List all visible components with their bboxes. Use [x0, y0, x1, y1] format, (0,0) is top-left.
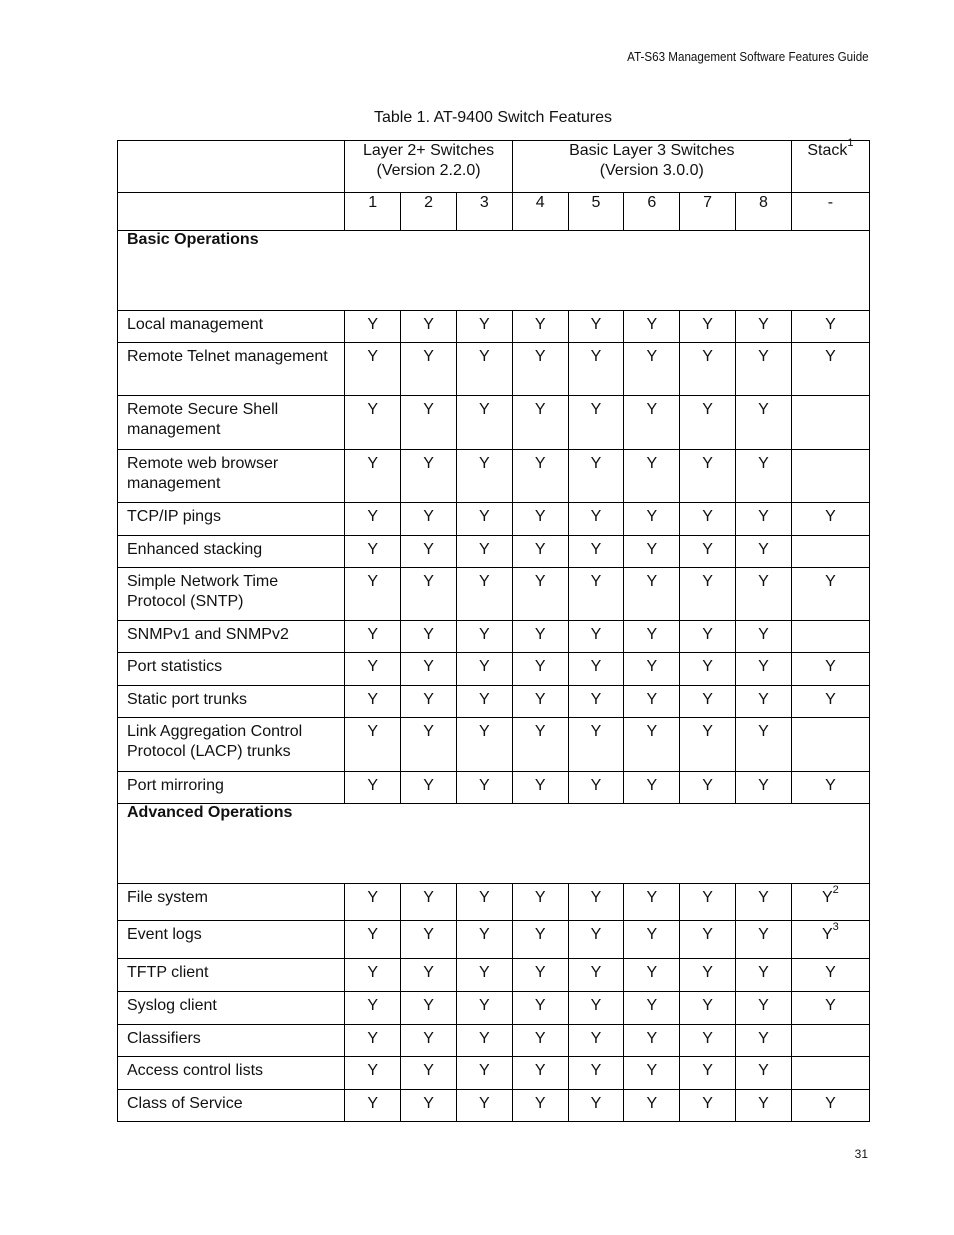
- column-number: 1: [345, 193, 401, 231]
- support-cell: Y: [568, 343, 624, 396]
- support-cell: Y: [736, 343, 792, 396]
- support-cell: Y: [401, 396, 457, 450]
- support-cell: Y: [680, 1025, 736, 1057]
- table-row: [118, 686, 870, 718]
- stack-header-label: Stack: [807, 142, 848, 159]
- feature-name: File system: [118, 884, 345, 921]
- corner-cell: [118, 141, 345, 193]
- support-cell: Y: [456, 959, 512, 992]
- feature-name: Remote Telnet management: [118, 343, 345, 396]
- support-cell: Y: [624, 772, 680, 804]
- feature-name: Enhanced stacking: [118, 536, 345, 568]
- support-cell: Y: [401, 621, 457, 653]
- table-row: [118, 992, 870, 1025]
- support-cell: Y: [345, 959, 401, 992]
- support-cell: Y: [680, 311, 736, 343]
- support-cell: Y: [456, 686, 512, 718]
- support-cell: Y: [568, 921, 624, 959]
- support-cell: Y: [736, 311, 792, 343]
- support-cell: Y: [512, 536, 568, 568]
- support-cell: Y: [680, 536, 736, 568]
- footnote-mark: 3: [832, 920, 839, 933]
- table-row: [118, 718, 870, 772]
- column-number: 8: [736, 193, 792, 231]
- support-cell: Y: [512, 686, 568, 718]
- support-cell: Y: [624, 503, 680, 536]
- table-row: [118, 396, 870, 450]
- support-cell: Y: [401, 718, 457, 772]
- support-cell: Y: [624, 1025, 680, 1057]
- support-cell: Y: [680, 653, 736, 686]
- feature-name: Simple Network Time Protocol (SNTP): [118, 568, 345, 621]
- features-table: [117, 136, 870, 1122]
- stack-support-cell: Y: [791, 653, 869, 686]
- column-number: 6: [624, 193, 680, 231]
- table-row: [118, 568, 870, 621]
- support-cell: Y: [568, 1090, 624, 1122]
- support-cell: Y: [345, 884, 401, 921]
- support-cell: Y: [736, 503, 792, 536]
- stack-support-cell: Y: [791, 503, 869, 536]
- support-cell: Y: [456, 718, 512, 772]
- support-cell: Y: [401, 311, 457, 343]
- support-cell: Y: [680, 686, 736, 718]
- feature-name: Static port trunks: [118, 686, 345, 718]
- footnote-mark: 2: [832, 883, 839, 896]
- support-cell: Y: [624, 686, 680, 718]
- support-cell: Y: [401, 992, 457, 1025]
- support-cell: Y: [456, 311, 512, 343]
- support-cell: Y: [736, 718, 792, 772]
- stack-support-cell: Y: [791, 311, 869, 343]
- stack-support-cell: Y: [791, 343, 869, 396]
- table-row: [118, 653, 870, 686]
- support-cell: Y: [736, 884, 792, 921]
- support-cell: Y: [736, 396, 792, 450]
- stack-support-cell: [791, 718, 869, 772]
- support-cell: Y: [456, 653, 512, 686]
- stack-support-cell: [791, 1057, 869, 1090]
- support-cell: Y: [345, 568, 401, 621]
- page-number: 31: [854, 1147, 868, 1161]
- table-row: [118, 450, 870, 503]
- support-cell: Y: [345, 992, 401, 1025]
- support-cell: Y: [680, 396, 736, 450]
- section-title: Basic Operations: [118, 231, 870, 311]
- feature-name: Link Aggregation Control Protocol (LACP) trunks: [118, 718, 345, 772]
- support-cell: Y: [456, 884, 512, 921]
- support-value: Y: [822, 889, 833, 906]
- layer2-header-version: (Version 2.2.0): [376, 162, 481, 179]
- support-cell: Y: [568, 1025, 624, 1057]
- support-cell: Y: [456, 450, 512, 503]
- support-cell: Y: [624, 536, 680, 568]
- support-cell: Y: [736, 686, 792, 718]
- support-cell: Y: [736, 536, 792, 568]
- support-cell: Y: [345, 653, 401, 686]
- support-cell: Y: [680, 959, 736, 992]
- feature-name: Event logs: [118, 921, 345, 959]
- layer2-header-title: Layer 2+ Switches: [362, 142, 495, 159]
- table-caption: Table 1. AT-9400 Switch Features: [373, 109, 613, 126]
- support-cell: Y: [624, 311, 680, 343]
- table-row: [118, 621, 870, 653]
- column-number: 3: [456, 193, 512, 231]
- stack-footnote-mark: 1: [847, 136, 854, 149]
- support-cell: Y: [456, 1090, 512, 1122]
- support-cell: Y: [680, 450, 736, 503]
- feature-name: Classifiers: [118, 1025, 345, 1057]
- corner-cell-2: [118, 193, 345, 231]
- feature-name: Local management: [118, 311, 345, 343]
- support-cell: Y: [680, 884, 736, 921]
- support-cell: Y: [345, 396, 401, 450]
- support-cell: Y: [624, 718, 680, 772]
- support-cell: Y: [568, 503, 624, 536]
- layer3-header: [512, 141, 791, 193]
- column-number: 5: [568, 193, 624, 231]
- support-cell: Y: [568, 686, 624, 718]
- support-cell: Y: [736, 992, 792, 1025]
- support-cell: Y: [568, 621, 624, 653]
- column-number: 7: [680, 193, 736, 231]
- support-cell: Y: [456, 621, 512, 653]
- support-cell: Y: [512, 772, 568, 804]
- feature-name: Remote Secure Shell management: [118, 396, 345, 450]
- support-cell: Y: [345, 718, 401, 772]
- support-cell: Y: [401, 503, 457, 536]
- support-cell: Y: [736, 959, 792, 992]
- support-cell: Y: [680, 503, 736, 536]
- support-cell: Y: [345, 450, 401, 503]
- support-cell: Y: [456, 772, 512, 804]
- support-cell: Y: [680, 718, 736, 772]
- support-cell: Y: [680, 1057, 736, 1090]
- table-row: [118, 884, 870, 921]
- feature-name: TCP/IP pings: [118, 503, 345, 536]
- support-cell: Y: [568, 396, 624, 450]
- stack-support-cell: Y: [791, 992, 869, 1025]
- support-cell: Y: [401, 1090, 457, 1122]
- table-row: [118, 536, 870, 568]
- support-cell: Y: [512, 921, 568, 959]
- support-cell: Y: [512, 1090, 568, 1122]
- section-title: Advanced Operations: [118, 804, 870, 884]
- table-row: [118, 311, 870, 343]
- support-cell: Y: [401, 568, 457, 621]
- support-cell: Y: [456, 992, 512, 1025]
- support-cell: Y: [512, 450, 568, 503]
- support-cell: Y: [512, 503, 568, 536]
- stack-support-cell: [791, 884, 869, 921]
- support-cell: Y: [456, 343, 512, 396]
- stack-support-cell: Y: [791, 959, 869, 992]
- table-row: [118, 959, 870, 992]
- feature-name: SNMPv1 and SNMPv2: [118, 621, 345, 653]
- stack-support-cell: [791, 1025, 869, 1057]
- stack-support-cell: Y: [791, 772, 869, 804]
- support-cell: Y: [736, 772, 792, 804]
- stack-support-cell: Y: [791, 686, 869, 718]
- support-cell: Y: [345, 1057, 401, 1090]
- stack-header: [791, 136, 869, 193]
- support-cell: Y: [568, 959, 624, 992]
- support-cell: Y: [456, 1025, 512, 1057]
- support-cell: Y: [680, 343, 736, 396]
- section-header-row: [118, 231, 870, 311]
- support-cell: Y: [512, 653, 568, 686]
- support-cell: Y: [568, 311, 624, 343]
- feature-name: TFTP client: [118, 959, 345, 992]
- support-cell: Y: [736, 450, 792, 503]
- table-row: [118, 503, 870, 536]
- support-cell: Y: [736, 653, 792, 686]
- feature-name: Port statistics: [118, 653, 345, 686]
- stack-support-cell: Y: [791, 1090, 869, 1122]
- support-cell: Y: [456, 568, 512, 621]
- feature-name: Remote web browser management: [118, 450, 345, 503]
- support-cell: Y: [680, 568, 736, 621]
- support-cell: Y: [736, 568, 792, 621]
- support-cell: Y: [401, 884, 457, 921]
- support-cell: Y: [568, 992, 624, 1025]
- support-value: Y: [822, 926, 833, 943]
- support-cell: Y: [568, 653, 624, 686]
- support-cell: Y: [624, 343, 680, 396]
- support-cell: Y: [624, 396, 680, 450]
- table-row: [118, 1025, 870, 1057]
- feature-name: Class of Service: [118, 1090, 345, 1122]
- support-cell: Y: [456, 503, 512, 536]
- header-row: [118, 141, 870, 193]
- support-cell: Y: [624, 450, 680, 503]
- table-row: [118, 343, 870, 396]
- support-cell: Y: [624, 653, 680, 686]
- support-cell: Y: [401, 450, 457, 503]
- support-cell: Y: [512, 1057, 568, 1090]
- layer3-header-title: Basic Layer 3 Switches: [569, 142, 735, 159]
- support-cell: Y: [456, 396, 512, 450]
- support-cell: Y: [568, 1057, 624, 1090]
- support-cell: Y: [680, 921, 736, 959]
- table-row: [118, 1057, 870, 1090]
- support-cell: Y: [401, 772, 457, 804]
- stack-support-cell: [791, 536, 869, 568]
- table-row: [118, 921, 870, 959]
- support-cell: Y: [624, 1057, 680, 1090]
- support-cell: Y: [512, 396, 568, 450]
- support-cell: Y: [345, 1090, 401, 1122]
- stack-support-cell: [791, 921, 869, 959]
- support-cell: Y: [680, 621, 736, 653]
- layer3-header-version: (Version 3.0.0): [599, 162, 704, 179]
- support-cell: Y: [624, 992, 680, 1025]
- support-cell: Y: [512, 1025, 568, 1057]
- support-cell: Y: [456, 536, 512, 568]
- table-row: [118, 1090, 870, 1122]
- support-cell: Y: [345, 343, 401, 396]
- support-cell: Y: [401, 343, 457, 396]
- support-cell: Y: [345, 621, 401, 653]
- support-cell: Y: [401, 686, 457, 718]
- stack-support-cell: [791, 450, 869, 503]
- support-cell: Y: [568, 450, 624, 503]
- support-cell: Y: [736, 1090, 792, 1122]
- support-cell: Y: [568, 718, 624, 772]
- support-cell: Y: [736, 621, 792, 653]
- support-cell: Y: [512, 992, 568, 1025]
- support-cell: Y: [401, 959, 457, 992]
- support-cell: Y: [568, 568, 624, 621]
- support-cell: Y: [624, 1090, 680, 1122]
- support-cell: Y: [456, 921, 512, 959]
- feature-name: Port mirroring: [118, 772, 345, 804]
- support-cell: Y: [401, 1057, 457, 1090]
- table-row: [118, 772, 870, 804]
- support-cell: Y: [345, 1025, 401, 1057]
- feature-name: Access control lists: [118, 1057, 345, 1090]
- stack-support-cell: Y: [791, 568, 869, 621]
- support-cell: Y: [345, 311, 401, 343]
- support-cell: Y: [345, 503, 401, 536]
- support-cell: Y: [568, 884, 624, 921]
- support-cell: Y: [624, 568, 680, 621]
- stack-support-cell: [791, 621, 869, 653]
- support-cell: Y: [680, 1090, 736, 1122]
- support-cell: Y: [345, 686, 401, 718]
- feature-name: Syslog client: [118, 992, 345, 1025]
- support-cell: Y: [401, 653, 457, 686]
- support-cell: Y: [512, 621, 568, 653]
- support-cell: Y: [345, 772, 401, 804]
- section-header-row: [118, 804, 870, 884]
- running-header: AT-S63 Management Software Features Guide: [627, 50, 869, 64]
- support-cell: Y: [345, 921, 401, 959]
- support-cell: Y: [345, 536, 401, 568]
- support-cell: Y: [512, 311, 568, 343]
- support-cell: Y: [624, 621, 680, 653]
- support-cell: Y: [624, 921, 680, 959]
- support-cell: Y: [680, 772, 736, 804]
- support-cell: Y: [568, 536, 624, 568]
- support-cell: Y: [736, 1057, 792, 1090]
- column-number: 2: [401, 193, 457, 231]
- support-cell: Y: [736, 1025, 792, 1057]
- support-cell: Y: [512, 568, 568, 621]
- column-number: -: [791, 193, 869, 231]
- column-number: 4: [512, 193, 568, 231]
- support-cell: Y: [512, 718, 568, 772]
- support-cell: Y: [512, 959, 568, 992]
- layer2-header: [345, 141, 512, 193]
- support-cell: Y: [568, 772, 624, 804]
- column-number-row: [118, 193, 870, 231]
- support-cell: Y: [624, 959, 680, 992]
- stack-support-cell: [791, 396, 869, 450]
- support-cell: Y: [512, 343, 568, 396]
- support-cell: Y: [624, 884, 680, 921]
- support-cell: Y: [680, 992, 736, 1025]
- support-cell: Y: [401, 921, 457, 959]
- support-cell: Y: [736, 921, 792, 959]
- support-cell: Y: [401, 1025, 457, 1057]
- support-cell: Y: [456, 1057, 512, 1090]
- support-cell: Y: [401, 536, 457, 568]
- support-cell: Y: [512, 884, 568, 921]
